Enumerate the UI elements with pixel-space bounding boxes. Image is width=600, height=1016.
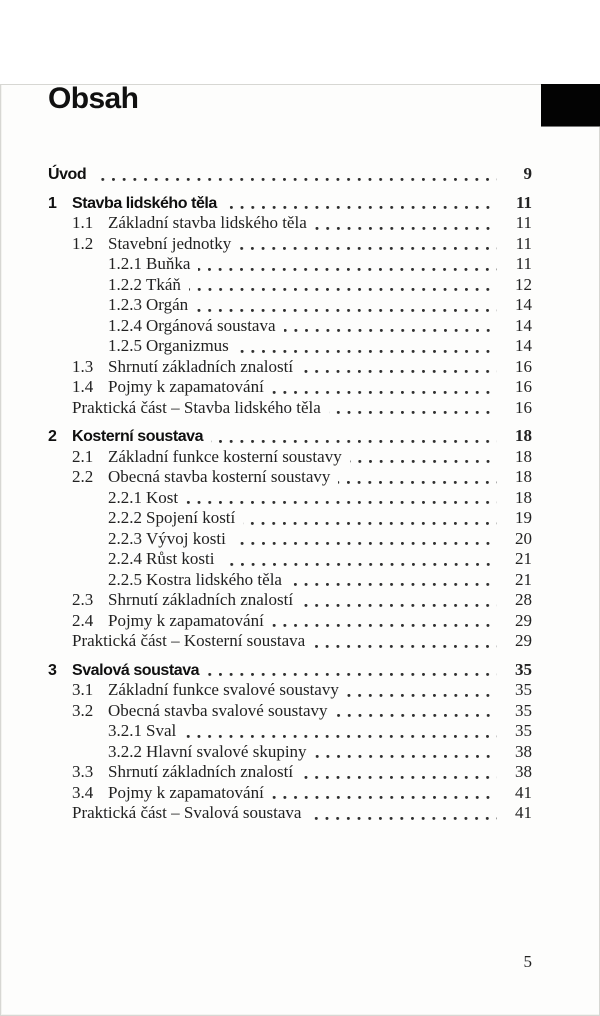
entry-label: Orgán — [146, 295, 189, 314]
dot-leader — [290, 583, 497, 586]
entry-label: Kostra lidského těla — [146, 569, 282, 589]
toc-entry — [0, 377, 532, 398]
entry-number: 1.3 — [72, 356, 94, 376]
entry-label: Praktická část – Stavba lidského těla — [72, 397, 321, 417]
entry-number: 2.2.3 — [108, 528, 142, 548]
toc-entry — [0, 611, 532, 632]
dot-leader — [336, 714, 497, 717]
entry-page: 14 — [515, 315, 532, 335]
dot-leader — [315, 227, 497, 230]
dot-leader — [309, 817, 497, 820]
entry-number: 3.4 — [72, 782, 94, 802]
entry-label: Shrnutí základních znalostí — [108, 590, 294, 609]
entry-label: Základní funkce svalové soustavy — [108, 680, 339, 699]
dot-leader — [338, 481, 497, 484]
entry-label: Shrnutí základních znalostí — [108, 762, 294, 781]
entry-label: Tkáň — [146, 274, 181, 294]
entry-number: 2.2 — [72, 467, 94, 486]
entry-page: 14 — [515, 295, 532, 314]
entry-page: 11 — [515, 254, 532, 273]
dot-leader — [239, 247, 497, 250]
toc-entry — [0, 631, 532, 652]
toc-entry — [0, 660, 532, 681]
toc-list — [0, 164, 600, 824]
page-title: Obsah — [48, 82, 139, 115]
entry-number: 1.2.2 — [108, 274, 142, 294]
toc-entry — [0, 742, 532, 763]
entry-label: Sval — [146, 721, 177, 740]
toc-entry — [0, 234, 532, 255]
entry-number: 3.2.2 — [108, 741, 142, 761]
entry-page: 18 — [515, 426, 532, 445]
toc-entry — [0, 762, 532, 783]
entry-page: 14 — [515, 336, 532, 355]
toc-entry — [0, 721, 532, 742]
entry-number: 3.1 — [72, 680, 94, 699]
entry-number: 1.4 — [72, 377, 94, 396]
toc-entry — [0, 316, 532, 337]
dot-leader — [329, 411, 497, 414]
entry-page: 41 — [515, 782, 532, 802]
toc-entry — [0, 570, 532, 591]
corner-print-mark — [541, 84, 600, 127]
entry-label: Pojmy k zapamatování — [108, 782, 264, 802]
toc-entry — [0, 164, 532, 185]
dot-leader — [211, 440, 497, 443]
entry-number: 2.4 — [72, 610, 94, 630]
entry-page: 35 — [515, 659, 532, 679]
entry-page: 9 — [523, 164, 532, 183]
dot-leader — [313, 645, 497, 648]
entry-number: 2.2.5 — [108, 569, 142, 589]
entry-page: 28 — [515, 590, 532, 609]
entry-number: 1.2.3 — [108, 295, 142, 314]
entry-page: 19 — [515, 508, 532, 527]
toc-entry — [0, 680, 532, 701]
toc-entry — [0, 213, 532, 234]
entry-number: 2.1 — [72, 446, 94, 466]
entry-page: 41 — [515, 803, 532, 822]
entry-number: 1.2 — [72, 233, 94, 253]
entry-label: Základní stavba lidského těla — [108, 213, 307, 232]
entry-label: Orgánová soustava — [146, 315, 276, 335]
toc-entry — [0, 488, 532, 509]
toc-entry — [0, 357, 532, 378]
dot-leader — [223, 563, 498, 566]
entry-page: 20 — [515, 528, 532, 548]
dot-leader — [284, 329, 497, 332]
toc-entry — [0, 254, 532, 275]
toc-entry — [0, 549, 532, 570]
entry-label: Vývoj kosti — [146, 528, 226, 548]
toc-entry — [0, 398, 532, 419]
entry-page: 11 — [515, 233, 532, 253]
entry-page: 16 — [515, 397, 532, 417]
entry-label: Praktická část – Svalová soustava — [72, 803, 302, 822]
entry-label: Organizmus — [146, 336, 229, 355]
entry-page: 35 — [515, 721, 532, 740]
entry-label: Základní funkce kosterní soustavy — [108, 446, 342, 466]
entry-page: 38 — [515, 762, 532, 781]
entry-label: Úvod — [48, 166, 87, 183]
toc-entry — [0, 467, 532, 488]
entry-page: 18 — [515, 446, 532, 466]
dot-leader — [350, 460, 497, 463]
entry-number: 3.3 — [72, 762, 94, 781]
scanned-book-page — [0, 84, 600, 1016]
dot-leader — [186, 501, 497, 504]
toc-entry — [0, 508, 532, 529]
entry-page: 12 — [515, 274, 532, 294]
toc-entry — [0, 447, 532, 468]
dot-leader — [196, 309, 497, 312]
dot-leader — [315, 755, 497, 758]
dot-leader — [237, 350, 497, 353]
dot-leader — [189, 288, 497, 291]
entry-page: 38 — [515, 741, 532, 761]
entry-number: 2.2.1 — [108, 487, 142, 507]
dot-leader — [301, 604, 497, 607]
entry-label: Pojmy k zapamatování — [108, 610, 264, 630]
entry-label: Obecná stavba svalové soustavy — [108, 700, 328, 720]
entry-label: Shrnutí základních znalostí — [108, 356, 294, 376]
entry-number: 1.2.5 — [108, 336, 142, 355]
toc-entry — [0, 803, 532, 824]
folio-page-number: 5 — [523, 952, 532, 971]
dot-leader — [243, 522, 497, 525]
entry-label: Růst kosti — [146, 549, 215, 568]
entry-label: Stavba lidského těla — [72, 194, 217, 212]
entry-label: Praktická část – Kosterní soustava — [72, 631, 306, 650]
toc-entry — [0, 336, 532, 357]
entry-page: 35 — [515, 700, 532, 720]
dot-leader — [94, 178, 497, 181]
entry-label: Spojení kostí — [146, 508, 236, 527]
entry-number: 2.2.2 — [108, 508, 142, 527]
dot-leader — [225, 206, 497, 209]
entry-page: 29 — [515, 631, 532, 650]
dot-leader — [272, 624, 497, 627]
entry-number: 3 — [48, 661, 57, 679]
entry-page: 18 — [515, 467, 532, 486]
entry-label: Kosterní soustava — [72, 428, 204, 445]
entry-label: Pojmy k zapamatování — [108, 377, 264, 396]
entry-page: 21 — [515, 569, 532, 589]
dot-leader — [301, 776, 497, 779]
dot-leader — [198, 268, 497, 271]
entry-label: Buňka — [146, 254, 191, 273]
entry-page: 16 — [515, 356, 532, 376]
entry-number: 1.2.1 — [108, 254, 142, 273]
toc-entry — [0, 193, 532, 214]
dot-leader — [234, 542, 497, 545]
dot-leader — [301, 370, 497, 373]
toc-entry — [0, 275, 532, 296]
dot-leader — [207, 673, 497, 676]
entry-number: 2 — [48, 428, 57, 445]
dot-leader — [272, 391, 497, 394]
entry-label: Hlavní svalové skupiny — [146, 741, 307, 761]
dot-leader — [272, 796, 497, 799]
entry-number: 3.2.1 — [108, 721, 142, 740]
entry-number: 3.2 — [72, 700, 94, 720]
entry-label: Obecná stavba kosterní soustavy — [108, 467, 331, 486]
entry-number: 1.1 — [72, 213, 94, 232]
entry-page: 21 — [515, 549, 532, 568]
entry-page: 11 — [515, 213, 532, 232]
entry-page: 16 — [515, 377, 532, 396]
toc-entry — [0, 426, 532, 447]
entry-page: 18 — [515, 487, 532, 507]
dot-leader — [347, 694, 497, 697]
toc-entry — [0, 590, 532, 611]
entry-label: Stavební jednotky — [108, 233, 232, 253]
entry-page: 11 — [515, 192, 532, 212]
entry-page: 35 — [515, 680, 532, 699]
entry-number: 2.2.4 — [108, 549, 142, 568]
dot-leader — [184, 735, 497, 738]
toc-entry — [0, 701, 532, 722]
entry-number: 2.3 — [72, 590, 94, 609]
entry-page: 29 — [515, 610, 532, 630]
toc-entry — [0, 529, 532, 550]
entry-label: Kost — [146, 487, 179, 507]
toc-entry — [0, 783, 532, 804]
entry-label: Svalová soustava — [72, 661, 200, 679]
entry-number: 1 — [48, 194, 57, 212]
entry-number: 1.2.4 — [108, 315, 142, 335]
toc-entry — [0, 295, 532, 316]
